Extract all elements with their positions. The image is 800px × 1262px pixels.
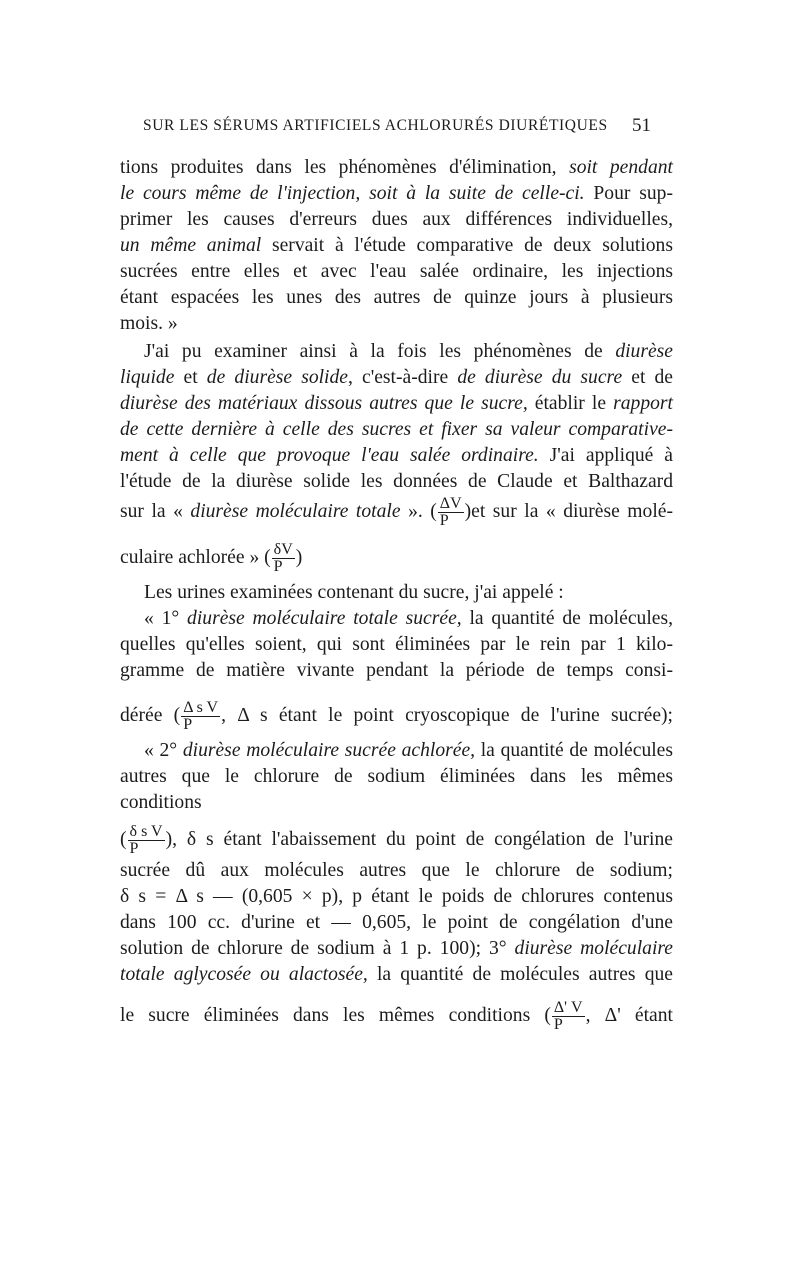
text-line: sucrée dû aux molécules autres que le chlorure de sodium; (120, 860, 673, 881)
text-line: le sucre éliminées dans les mêmes conditions ( $\frac{\Delta' V}{P}$ , Δ' étant (120, 999, 673, 1033)
text-line: autres que le chlorure de sodium éliminées dans les mêmes (120, 766, 673, 787)
text-line: culaire achlorée » ( $\frac{\delta V}{P}$ ) (120, 541, 303, 575)
text-line: δ s = Δ s — (0,605 × p), p étant le poids de chlorures contenus (120, 886, 673, 907)
fraction-delta-s-v-over-p: $\frac{\text{Δ s V}}{P}$ (183, 699, 219, 733)
text-line: dans 100 cc. d'urine et — 0,605, le point de congélation d'une (120, 912, 673, 933)
text-line: ment à celle que provoque l'eau salée ordinaire. J'ai appliqué à (120, 445, 673, 466)
running-header (143, 117, 651, 135)
text-line: l'étude de la diurèse solide les données de Claude et Balthazard (120, 471, 673, 492)
text-line: étant espacées les unes des autres de quinze jours à plusieurs (120, 287, 673, 308)
text-line: « 2° diurèse moléculaire sucrée achlorée, la quantité de molécules (144, 740, 674, 761)
text-line: sucrées entre elles et avec l'eau salée ordinaire, les injections (120, 261, 673, 282)
text-line: le cours même de l'injection, soit à la suite de celle-ci. Pour sup- (120, 183, 673, 204)
text-line: dérée ( $\frac{\text{Δ s V}}{P}$ , Δ s étant le point cryoscopique de l'urine sucrée); (120, 699, 673, 733)
text-line: J'ai pu examiner ainsi à la fois les phénomènes de diurèse (144, 341, 673, 362)
text-line: primer les causes d'erreurs dues aux différences individuelles, (120, 209, 673, 230)
text-line: de cette dernière à celle des sucres et fixer sa valeur comparative- (120, 419, 673, 440)
running-title: SUR LES SÉRUMS ARTIFICIELS ACHLORURÉS DIURÉTIQUES (143, 117, 608, 134)
text-line: totale aglycosée ou alactosée, la quantité de molécules autres que (120, 964, 673, 985)
fraction-small-delta-v-over-p: $\frac{\delta V}{P}$ (273, 541, 293, 575)
text-line: liquide et de diurèse solide, c'est-à-dire de diurèse du sucre et de (120, 367, 673, 388)
page-number: 51 (632, 115, 651, 136)
fraction-delta-prime-v-over-p: $\frac{\Delta' V}{P}$ (553, 999, 583, 1033)
text-line: un même animal servait à l'étude comparative de deux solutions (120, 235, 673, 256)
text-line: solution de chlorure de sodium à 1 p. 100); 3° diurèse moléculaire (120, 938, 673, 959)
text-line: tions produites dans les phénomènes d'élimination, soit pendant (120, 157, 673, 178)
text-line: gramme de matière vivante pendant la période de temps consi- (120, 660, 673, 681)
fraction-delta-v-over-p: $\frac{\Delta V}{P}$ (439, 495, 462, 529)
text-line: « 1° diurèse moléculaire totale sucrée, la quantité de molécules, (144, 608, 673, 629)
text-line: Les urines examinées contenant du sucre, j'ai appelé : (144, 582, 564, 603)
text-line: quelles qu'elles soient, qui sont éliminées par le rein par 1 kilo- (120, 634, 673, 655)
text-line: sur la « diurèse moléculaire totale ». ( $\frac{\Delta V}{P}$ )et sur la « diurèse molé- (120, 495, 673, 529)
text-line: diurèse des matériaux dissous autres que le sucre, établir le rapport (120, 393, 673, 414)
text-line: mois. » (120, 313, 178, 334)
text-line: conditions (120, 792, 202, 813)
fraction-small-delta-s-v-over-p: $\frac{\text{δ s V}}{P}$ (129, 823, 163, 857)
text-line: ( $\frac{\text{δ s V}}{P}$ ), δ s étant l'abaissement du point de congélation de l'urine (120, 823, 673, 857)
